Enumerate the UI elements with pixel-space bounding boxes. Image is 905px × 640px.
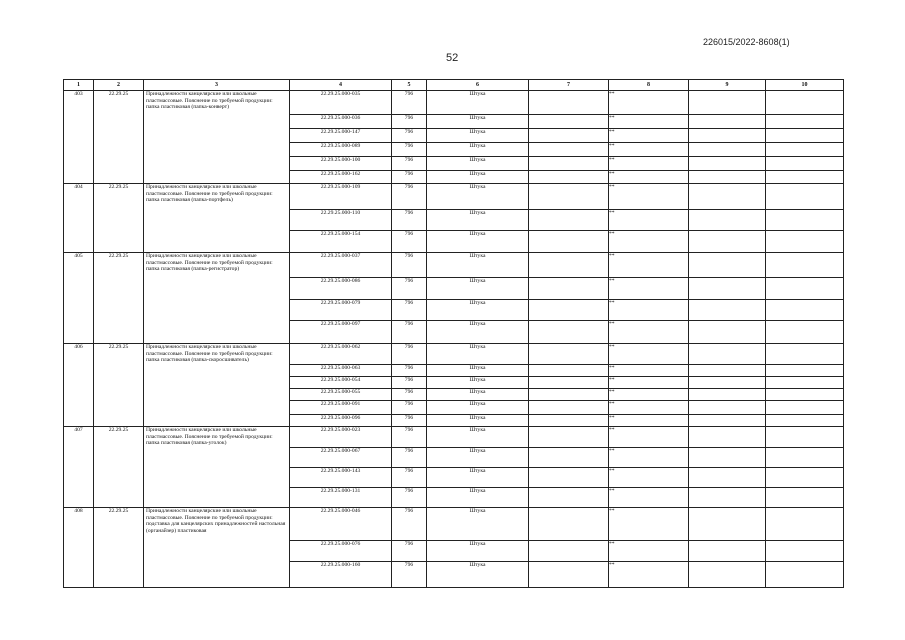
row-number: 406 (64, 344, 94, 427)
col-header: 6 (427, 80, 529, 91)
unit-code: 796 (392, 562, 427, 588)
requirement-mark: ** (609, 488, 689, 508)
empty-cell-7 (529, 184, 609, 210)
unit-code: 796 (392, 415, 427, 427)
empty-cell-9 (689, 377, 766, 389)
unit-name: Штука (427, 377, 529, 389)
requirement-mark: ** (609, 562, 689, 588)
empty-cell-9 (689, 427, 766, 448)
empty-cell-7 (529, 115, 609, 129)
requirement-mark: ** (609, 401, 689, 415)
unit-name: Штука (427, 231, 529, 253)
col-header: 4 (290, 80, 392, 91)
requirement-mark: ** (609, 157, 689, 171)
item-description: Принадлежности канцелярские или школьные пластмассовые. Пояснение по требуемой продукции: подставка для канцелярских принадлежностей настольная (органайзер) пластиковая (144, 508, 290, 588)
empty-cell-9 (689, 231, 766, 253)
ktru-code: 22.29.25.000-110 (290, 210, 392, 231)
unit-name: Штука (427, 427, 529, 448)
unit-name: Штука (427, 562, 529, 588)
requirement-mark: ** (609, 143, 689, 157)
empty-cell-9 (689, 143, 766, 157)
requirement-mark: ** (609, 278, 689, 300)
empty-cell-9 (689, 278, 766, 300)
col-header: 9 (689, 80, 766, 91)
empty-cell-9 (689, 389, 766, 401)
empty-cell-10 (766, 541, 844, 562)
col-header: 7 (529, 80, 609, 91)
ktru-code: 22.29.25.000-162 (290, 171, 392, 184)
unit-name: Штука (427, 210, 529, 231)
unit-code: 796 (392, 115, 427, 129)
requirement-mark: ** (609, 91, 689, 115)
empty-cell-7 (529, 231, 609, 253)
table-row (64, 184, 844, 210)
empty-cell-9 (689, 415, 766, 427)
unit-code: 796 (392, 427, 427, 448)
empty-cell-10 (766, 231, 844, 253)
okpd-code: 22.29.25 (94, 508, 144, 588)
ktru-code: 22.29.25.000-023 (290, 427, 392, 448)
unit-name: Штука (427, 344, 529, 365)
item-description: Принадлежности канцелярские или школьные пластмассовые. Пояснение по требуемой продукции: папка пластиковая (папка-конверт) (144, 91, 290, 184)
col-header: 1 (64, 80, 94, 91)
unit-name: Штука (427, 468, 529, 488)
okpd-code: 22.29.25 (94, 253, 144, 344)
empty-cell-9 (689, 488, 766, 508)
unit-name: Штука (427, 415, 529, 427)
requirement-mark: ** (609, 415, 689, 427)
table-row (64, 253, 844, 278)
unit-name: Штука (427, 143, 529, 157)
empty-cell-10 (766, 321, 844, 344)
ktru-code: 22.29.25.000-097 (290, 321, 392, 344)
unit-name: Штука (427, 389, 529, 401)
empty-cell-7 (529, 210, 609, 231)
col-header: 2 (94, 80, 144, 91)
empty-cell-9 (689, 253, 766, 278)
requirement-mark: ** (609, 468, 689, 488)
unit-code: 796 (392, 91, 427, 115)
requirement-mark: ** (609, 253, 689, 278)
empty-cell-10 (766, 344, 844, 365)
empty-cell-7 (529, 344, 609, 365)
item-description: Принадлежности канцелярские или школьные пластмассовые. Пояснение по требуемой продукции: папка пластиковая (папка-портфель) (144, 184, 290, 253)
requirement-mark: ** (609, 210, 689, 231)
requirement-mark: ** (609, 365, 689, 377)
empty-cell-7 (529, 389, 609, 401)
empty-cell-7 (529, 171, 609, 184)
ktru-code: 22.29.25.000-037 (290, 253, 392, 278)
procurement-table (63, 79, 844, 588)
page-number: 52 (446, 52, 459, 64)
requirement-mark: ** (609, 184, 689, 210)
ktru-code: 22.29.25.000-086 (290, 278, 392, 300)
ktru-code: 22.29.25.000-089 (290, 143, 392, 157)
ktru-code: 22.29.25.000-100 (290, 157, 392, 171)
unit-code: 796 (392, 278, 427, 300)
empty-cell-7 (529, 448, 609, 468)
empty-cell-7 (529, 157, 609, 171)
unit-name: Штука (427, 321, 529, 344)
requirement-mark: ** (609, 389, 689, 401)
unit-name: Штука (427, 365, 529, 377)
unit-code: 796 (392, 389, 427, 401)
unit-name: Штука (427, 184, 529, 210)
empty-cell-10 (766, 115, 844, 129)
empty-cell-7 (529, 377, 609, 389)
requirement-mark: ** (609, 448, 689, 468)
requirement-mark: ** (609, 129, 689, 143)
unit-code: 796 (392, 157, 427, 171)
ktru-code: 22.29.25.000-063 (290, 365, 392, 377)
empty-cell-10 (766, 468, 844, 488)
unit-code: 796 (392, 210, 427, 231)
requirement-mark: ** (609, 344, 689, 365)
empty-cell-10 (766, 253, 844, 278)
unit-code: 796 (392, 488, 427, 508)
empty-cell-10 (766, 184, 844, 210)
unit-code: 796 (392, 344, 427, 365)
unit-code: 796 (392, 171, 427, 184)
table-row (64, 427, 844, 448)
empty-cell-10 (766, 210, 844, 231)
col-header: 5 (392, 80, 427, 91)
empty-cell-9 (689, 468, 766, 488)
empty-cell-7 (529, 91, 609, 115)
row-number: 408 (64, 508, 94, 588)
unit-name: Штука (427, 253, 529, 278)
empty-cell-10 (766, 427, 844, 448)
document-number: 226015/2022-8608(1) (703, 37, 790, 47)
unit-name: Штука (427, 401, 529, 415)
requirement-mark: ** (609, 427, 689, 448)
ktru-code: 22.29.25.000-062 (290, 344, 392, 365)
requirement-mark: ** (609, 377, 689, 389)
empty-cell-10 (766, 401, 844, 415)
table-row (64, 344, 844, 365)
empty-cell-10 (766, 389, 844, 401)
empty-cell-10 (766, 562, 844, 588)
col-header: 10 (766, 80, 844, 91)
empty-cell-7 (529, 401, 609, 415)
empty-cell-7 (529, 541, 609, 562)
ktru-code: 22.29.25.000-143 (290, 468, 392, 488)
empty-cell-7 (529, 300, 609, 321)
empty-cell-7 (529, 562, 609, 588)
empty-cell-10 (766, 278, 844, 300)
empty-cell-7 (529, 321, 609, 344)
item-description: Принадлежности канцелярские или школьные пластмассовые. Пояснение по требуемой продукции: папка пластиковая (папка-регистратор) (144, 253, 290, 344)
empty-cell-9 (689, 508, 766, 541)
empty-cell-10 (766, 129, 844, 143)
requirement-mark: ** (609, 300, 689, 321)
unit-code: 796 (392, 129, 427, 143)
empty-cell-10 (766, 171, 844, 184)
requirement-mark: ** (609, 115, 689, 129)
unit-code: 796 (392, 377, 427, 389)
ktru-code: 22.29.25.000-160 (290, 562, 392, 588)
ktru-code: 22.29.25.000-055 (290, 389, 392, 401)
unit-code: 796 (392, 143, 427, 157)
ktru-code: 22.29.25.000-076 (290, 541, 392, 562)
okpd-code: 22.29.25 (94, 344, 144, 427)
unit-code: 796 (392, 468, 427, 488)
ktru-code: 22.29.25.000-036 (290, 115, 392, 129)
row-number: 404 (64, 184, 94, 253)
unit-code: 796 (392, 365, 427, 377)
okpd-code: 22.29.25 (94, 184, 144, 253)
unit-name: Штука (427, 171, 529, 184)
unit-name: Штука (427, 91, 529, 115)
empty-cell-7 (529, 278, 609, 300)
empty-cell-9 (689, 562, 766, 588)
ktru-code: 22.29.25.000-091 (290, 401, 392, 415)
unit-code: 796 (392, 448, 427, 468)
empty-cell-9 (689, 448, 766, 468)
table-header-row (64, 80, 844, 91)
empty-cell-10 (766, 377, 844, 389)
unit-name: Штука (427, 300, 529, 321)
ktru-code: 22.29.25.000-096 (290, 415, 392, 427)
empty-cell-10 (766, 488, 844, 508)
unit-name: Штука (427, 157, 529, 171)
empty-cell-7 (529, 415, 609, 427)
requirement-mark: ** (609, 508, 689, 541)
empty-cell-7 (529, 365, 609, 377)
item-description: Принадлежности канцелярские или школьные пластмассовые. Пояснение по требуемой продукции: папка пластиковая (папка-скоросшиватель) (144, 344, 290, 427)
unit-code: 796 (392, 508, 427, 541)
ktru-code: 22.29.25.000-046 (290, 508, 392, 541)
unit-name: Штука (427, 448, 529, 468)
empty-cell-9 (689, 321, 766, 344)
unit-name: Штука (427, 129, 529, 143)
unit-code: 796 (392, 401, 427, 415)
empty-cell-9 (689, 541, 766, 562)
requirement-mark: ** (609, 541, 689, 562)
empty-cell-10 (766, 143, 844, 157)
okpd-code: 22.29.25 (94, 427, 144, 508)
empty-cell-10 (766, 365, 844, 377)
requirement-mark: ** (609, 171, 689, 184)
unit-code: 796 (392, 300, 427, 321)
table-row (64, 508, 844, 541)
empty-cell-10 (766, 157, 844, 171)
table-row (64, 91, 844, 115)
ktru-code: 22.29.25.000-067 (290, 448, 392, 468)
empty-cell-10 (766, 448, 844, 468)
empty-cell-10 (766, 91, 844, 115)
unit-name: Штука (427, 278, 529, 300)
unit-code: 796 (392, 321, 427, 344)
empty-cell-9 (689, 365, 766, 377)
empty-cell-10 (766, 300, 844, 321)
empty-cell-7 (529, 508, 609, 541)
empty-cell-9 (689, 91, 766, 115)
empty-cell-7 (529, 129, 609, 143)
empty-cell-9 (689, 171, 766, 184)
empty-cell-7 (529, 427, 609, 448)
item-description: Принадлежности канцелярские или школьные пластмассовые. Пояснение по требуемой продукции: папка пластиковая (папка-уголок) (144, 427, 290, 508)
requirement-mark: ** (609, 321, 689, 344)
empty-cell-9 (689, 210, 766, 231)
okpd-code: 22.29.25 (94, 91, 144, 184)
ktru-code: 22.29.25.000-131 (290, 488, 392, 508)
ktru-code: 22.29.25.000-035 (290, 91, 392, 115)
unit-code: 796 (392, 184, 427, 210)
empty-cell-9 (689, 115, 766, 129)
unit-name: Штука (427, 115, 529, 129)
empty-cell-9 (689, 157, 766, 171)
unit-code: 796 (392, 541, 427, 562)
row-number: 403 (64, 91, 94, 184)
unit-name: Штука (427, 541, 529, 562)
unit-code: 796 (392, 253, 427, 278)
empty-cell-10 (766, 415, 844, 427)
col-header: 8 (609, 80, 689, 91)
empty-cell-9 (689, 129, 766, 143)
empty-cell-7 (529, 468, 609, 488)
ktru-code: 22.29.25.000-054 (290, 377, 392, 389)
ktru-code: 22.29.25.000-147 (290, 129, 392, 143)
col-header: 3 (144, 80, 290, 91)
requirement-mark: ** (609, 231, 689, 253)
empty-cell-9 (689, 184, 766, 210)
row-number: 407 (64, 427, 94, 508)
empty-cell-9 (689, 344, 766, 365)
empty-cell-7 (529, 253, 609, 278)
empty-cell-7 (529, 143, 609, 157)
empty-cell-9 (689, 300, 766, 321)
ktru-code: 22.29.25.000-109 (290, 184, 392, 210)
empty-cell-7 (529, 488, 609, 508)
row-number: 405 (64, 253, 94, 344)
ktru-code: 22.29.25.000-154 (290, 231, 392, 253)
empty-cell-9 (689, 401, 766, 415)
unit-name: Штука (427, 488, 529, 508)
ktru-code: 22.29.25.000-079 (290, 300, 392, 321)
unit-code: 796 (392, 231, 427, 253)
unit-name: Штука (427, 508, 529, 541)
empty-cell-10 (766, 508, 844, 541)
